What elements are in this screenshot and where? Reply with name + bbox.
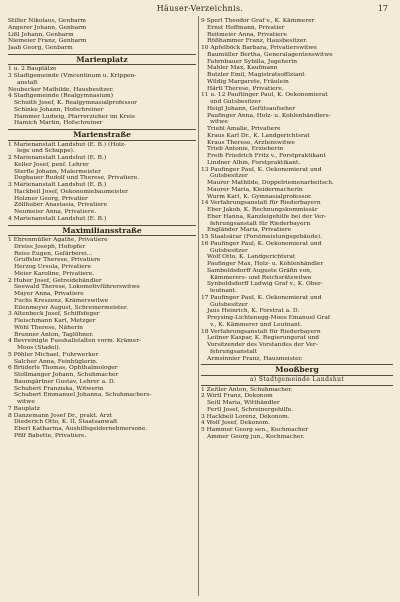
directory-entry: Diederich Otto, K. II. Staatsanwalt [14,419,118,426]
directory-entry: 1 Marienanstalt Landshut (E. B.) (Holz- [8,141,126,148]
directory-entry: Kraus Therese, Arztenswitwe [207,139,295,146]
directory-entry: Schuith Josef, K. Realgymnasialprofessor [14,100,137,106]
directory-entry: 1 Ehrenmüller Agathe, Privatiere [8,237,108,243]
directory-entry: 13 Paufinger Paul, K. Oekonomierat und [201,166,322,173]
directory-entry: 15 Staatsärar (Forstmeistungsgebäude). [201,234,323,240]
directory-entry: Mayer Anna, Privatiere [14,291,84,297]
directory-entry: Triebl Amalie, Privatiere [207,126,281,132]
directory-entry: Brunner Anton, Taglöhner. [14,331,94,338]
directory-entry: anstalt [17,79,38,86]
directory-entry: Eber Hanna, Kanzleigehilfe bei der Ver- [207,213,327,220]
directory-entry: Meier Karoline, Privatiere. [14,270,95,277]
directory-entry: Kämmerers- und Reichsrätswitwe [210,274,312,281]
directory-entry: Trieb Antonie, Erzieherin [207,146,283,153]
directory-entry: Baumüller Bertha, Generalagentenswitwe [207,51,333,58]
directory-entry: Hamich Martin, Hofschreiner [14,120,103,127]
directory-entry: Heigl Johann, Gefütsaufseher [207,105,296,112]
directory-entry: Stollmanger Johann, Schuhmacher [14,372,119,378]
directory-entry: Butzler Emil, Magistratsoffiziant [207,72,305,78]
directory-entry: Samboldsdorff Auguste Gräfin von, [207,267,312,274]
directory-entry: Maurer Mathilde, Doppelriemenarbeitsch. [207,180,334,186]
directory-entry: Stiller Nikolaus, Genbarm [8,18,87,24]
directory-entry: Wolf Otto, K. Landgerichtsrat [207,254,296,261]
directory-entry: Engländer Maria, Privatiere [207,227,292,234]
directory-entry: Eberl Katharina, Aushilfsgeldernehmersone. [14,426,148,432]
directory-entry: Schubert Emmanuel Johanna, Schuhmachers- [14,392,152,399]
directory-entry: Gutsbesitzer [210,247,248,254]
directory-entry: Pfilf Babette, Privatiere. [14,432,87,439]
directory-entry: Vorsitzender des Vorstandes der Ver- [207,342,318,348]
directory-entry: Hackbeil Josef, Oekonomiebaumeister [14,188,128,195]
directory-entry: Neubecker Mathilde, Hausbesitzer. [8,86,114,93]
directory-entry: 1 Zeitler Anton, Schuhmacher. [201,386,293,393]
page-header [0,4,400,18]
directory-entry: Zöllhuber Anastasia, Privatiere [14,202,108,209]
directory-entry: Hammer Ludwig, Pfarrerzieher im Kreis [14,113,135,120]
directory-entry: witwe [210,119,228,126]
directory-entry: Maurer Maria, Kleidermacherin [207,186,303,193]
directory-entry: Dreiss Joseph, Hofopfer [14,243,86,250]
directory-entry: Moos (Stadel). [17,345,61,351]
page-number: 17 [377,4,388,13]
directory-entry: Ernst Hoffmann, Privatier [207,24,285,31]
directory-entry: 5 Pöhler Michael, Fuhrwerker [8,351,99,358]
directory-entry: Kraus Karl Dr., K. Landgerichtsrat [207,132,310,139]
directory-entry: Härtl Therese, Privatiere. [207,85,284,92]
directory-entry: Armsinnier Franz, Hausmeister. [207,355,303,362]
directory-entry: leutnant. [210,288,237,294]
directory-entry: 4 Stadtgemeinde (Realgymnasium) [8,93,113,100]
directory-entry: fehrungsanstalt für Riederbayern [210,220,311,227]
directory-entry: Lindner Albin, Forstpraktikant. [207,159,301,166]
directory-entry: Freih Friedrich Fritz v., Forstpraktikant [207,153,326,159]
directory-entry: 18 Verfahrungsanstalt für Riederbayern [201,328,321,335]
directory-entry: 14 Verfahrungsanstalt für Riederbayern [201,200,321,207]
directory-entry: lege und Schuppe). [17,148,75,155]
directory-entry: Schinke Johann, Hofschreiner [14,106,104,113]
directory-entry: Angerer Johann, Genbarm [8,24,87,31]
street-heading: Maximiliansstraße [8,225,196,237]
directory-entry: 3 Altenbeck Josef, Schiffsfeger [8,311,100,318]
directory-entry: 3 Stadtgemeinde (Vincentinum u. Krippen- [8,73,137,79]
directory-entry: Keller Josef, penf. Lehrer [14,161,89,168]
directory-entry: Paufinger Anna, Holz- u. Kohlenhändlers- [207,112,331,119]
directory-entry: 2 Huber Josef, Getreidehändler [8,277,102,284]
directory-entry: Leitner Kaspar, K. Regierungsrat und [207,335,320,342]
right-column [201,18,393,441]
directory-entry: Synboldsdorff Ludwig Graf v., K. Ober- [207,281,323,288]
page-title: Häuser-Verzeichnis. [156,4,244,13]
directory-entry: witwe [17,399,35,405]
directory-entry: 8 Danzemann Josef Dr., prakt. Arzt [8,412,113,419]
street-heading: Mooßberg [201,364,393,376]
divider-rule [201,385,393,386]
directory-entry: Jaab Georg, Genbarm [8,45,73,51]
directory-entry: Ammer Georg jun., Kochmacher. [207,433,305,440]
directory-entry: Paufinger Max, Holz- u. Kohlenhändler [207,261,324,267]
directory-entry: 7 Bauplatz [8,405,40,412]
directory-entry: 5 Hammer Georg sen., Kochmacher [201,427,309,433]
directory-entry: Jaus Heinrich, K. Forstrat a. D. [207,308,300,315]
directory-entry: Reitmeier Anna, Privatiere [207,31,287,38]
directory-entry: Rößhammer Franz, Hausbesitzer. [207,38,308,45]
directory-entry: Seewald Therese, Lokomotivführerswitwe [14,284,140,291]
directory-entry: 2 Marienanstalt Landshut (E. B.) [8,155,107,161]
directory-entry: Herzog Ursula, Privatiere [14,264,92,270]
directory-entry: 4 Marienanstalt Landshut (E. B.) [8,215,107,222]
directory-entry: 17 Paufinger Paul, K. Oekonomierat und [201,294,322,301]
directory-entry: Fleischmann Karl, Metzger [14,318,96,324]
directory-entry: Fahrnbauer Sybilla, Jugeherin [207,58,298,65]
directory-entry: und Gutsbesitzer [210,99,262,105]
directory-entry: 3 Marienanstalt Landshut (E. B.) [8,182,107,188]
directory-entry: Mahler Max, Kaufmann [207,65,278,72]
directory-entry: Gutsbesitzer [210,173,248,180]
directory-entry: Sterfle Johann, Malermeister [14,168,101,175]
directory-entry: Fuchs Kreszenz, Krämerswitwe [14,297,109,304]
directory-entry: v., K. Kämmerer und Leutnant. [210,321,303,328]
directory-entry: 16 Paufinger Paul, K. Oekonomierat und [201,240,322,247]
directory-entry: Wöhl Therese, Näherin [14,324,83,331]
directory-entry: Fertl Josef, Schreinergehilfe. [207,406,294,413]
directory-entry: 3 Hackbeil Lorenz, Dekonom. [201,413,290,420]
directory-entry: Holzner Georg, Privatier [14,195,88,202]
directory-entry: Gutsbesitzer [210,301,248,308]
directory-entry: Baumgärtner Gustav, Lehrer a. D. [14,378,116,385]
directory-entry: Gruffster Therese, Privatiere [14,257,101,264]
directory-entry: Lißl Johann, Genbarm [8,31,74,38]
directory-entry: fehrungsanstalt [210,348,258,355]
directory-entry: Reiss Eugen, Gefärberei... [14,250,93,257]
directory-entry: Schubert Franziska, Witwerin [14,385,104,392]
section-subheading: a) Stadtgemeinde Landshut [249,375,345,383]
directory-entry: Salcher Anna, Feinbüglerin. [14,358,98,365]
directory-entry: Wurm Karl, K. Gymnasialprofessor. [207,193,313,200]
column-divider [198,16,199,596]
directory-entry: Eilenmeyer August, Schreinermeister. [14,304,128,311]
directory-entry: Neumeier Anna, Privatiere. [14,209,97,215]
left-column [8,18,196,440]
directory-entry: Preysing-Lichtenegg-Moos Emanuel Graf [207,315,331,321]
directory-entry: Dogbauer Rudolf und Therese, Privatiere. [14,175,140,182]
directory-entry: 1 u. 2 Bauplätze [8,66,57,73]
directory-entry: 4 Wolf Josef, Dekonom. [201,420,271,427]
directory-entry: Wildig Margarete, Fräulein [207,78,289,85]
directory-entry: 4 Bevreinigte Fusshallstalten vorm. Krämer- [8,338,142,345]
directory-entry: 9 Sperl Theodor Graf v., K. Kämmerer [201,18,315,24]
directory-entry: Seitl Maria, Witthändler [207,400,280,406]
directory-entry: Niemeier Franz, Genbarm [8,38,87,45]
directory-entry: Eber Jakob, K. Rechnungskommissär [207,207,318,213]
street-heading: Marienstraße [8,129,196,141]
directory-entry: 11 u. 12 Pauftinger Paul, K. Oekonomierat [201,92,328,99]
directory-entry: 10 Apfelböck Barbara, Privatierswitwe [201,45,317,51]
directory-entry: 2 Wirtl Franz, Dekonom [201,393,273,400]
street-heading: Marienplatz [8,54,196,66]
directory-entry: 6 Brüderle Thomas, Ophthalmologer [8,365,118,372]
